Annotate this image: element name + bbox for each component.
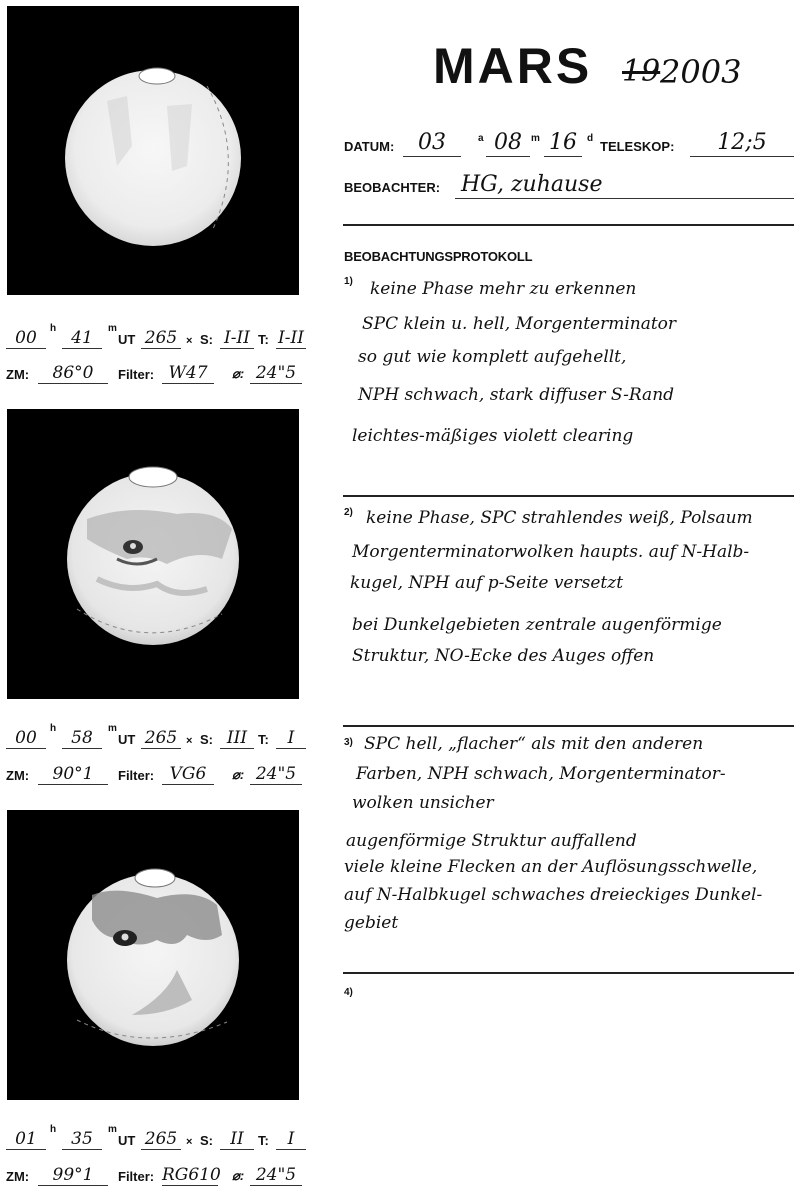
obs-1-magnification: 265 (141, 328, 181, 349)
entry-3-number: 3) (344, 737, 353, 748)
obs-2-diameter: 24"5 (250, 764, 302, 785)
seeing-label: S: (200, 1133, 213, 1148)
obs-2-params-line (4, 761, 304, 785)
times-label: × (186, 735, 193, 747)
obs-3-transparency: I (276, 1129, 306, 1150)
mars-drawing-2 (7, 409, 299, 699)
obs-2-hour: 00 (6, 728, 46, 749)
filter-label: Filter: (118, 367, 155, 382)
entry-2-line: Struktur, NO-Ecke des Auges offen (352, 646, 655, 666)
entry-2-line: bei Dunkelgebieten zentrale augenförmige (352, 615, 722, 635)
zm-label: ZM: (6, 367, 30, 382)
obs-1-zm: 86°0 (38, 363, 108, 384)
obs-1-minute: 41 (62, 328, 102, 349)
entry-3-line: SPC hell, „flacher“ als mit den anderen (364, 734, 704, 754)
date-year-value: 03 (403, 130, 461, 157)
obs-3-minute: 35 (62, 1129, 102, 1150)
obs-3-filter: RG610 (162, 1165, 221, 1185)
zm-label: ZM: (6, 1169, 30, 1184)
obs-1-filter: W47 (162, 363, 214, 384)
seeing-label: S: (200, 332, 213, 347)
diameter-label: ⌀: (232, 767, 245, 782)
entry-1-line: so gut wie komplett aufgehellt, (358, 347, 627, 367)
entry-2-number: 2) (344, 507, 353, 518)
transparency-label: T: (258, 332, 269, 347)
times-label: × (186, 1136, 193, 1148)
page-title: MARS (433, 38, 593, 94)
telescope-label: TELESKOP: (600, 139, 675, 154)
minute-label: m (108, 1124, 117, 1135)
date-year-unit: a (478, 133, 484, 144)
transparency-label: T: (258, 1133, 269, 1148)
obs-2-minute: 58 (62, 728, 102, 749)
minute-label: m (108, 323, 117, 334)
entry-3-line: Farben, NPH schwach, Morgenterminator- (356, 764, 726, 784)
ut-label: UT (118, 1133, 136, 1148)
entry-1-number: 1) (344, 276, 353, 287)
entry-1-line: leichtes-mäßiges violett clearing (352, 426, 634, 446)
hour-label: h (50, 1124, 57, 1135)
hour-label: h (50, 723, 57, 734)
date-day-value: 16 (544, 130, 582, 157)
divider (343, 725, 794, 727)
protocol-heading: BEOBACHTUNGSPROTOKOLL (344, 249, 533, 264)
obs-3-zm: 99°1 (38, 1165, 108, 1186)
entry-4-number: 4) (344, 987, 353, 998)
observer-value: HG, zuhause (455, 172, 794, 199)
entry-2-line: Morgenterminatorwolken haupts. auf N-Halb- (352, 542, 750, 562)
entry-3-line: wolken unsicher (352, 793, 494, 813)
seeing-label: S: (200, 732, 213, 747)
obs-1-transparency: I-II (276, 328, 306, 349)
zm-label: ZM: (6, 768, 30, 783)
entry-3-line: augenförmige Struktur auffallend (346, 831, 637, 851)
date-label: DATUM: (344, 139, 395, 154)
times-label: × (186, 335, 193, 347)
obs-1-hour: 00 (6, 328, 46, 349)
obs-1-diameter: 24"5 (250, 363, 302, 384)
obs-3-hour: 01 (6, 1129, 46, 1150)
obs-1-seeing: I-II (220, 328, 254, 349)
diameter-label: ⌀: (232, 1168, 245, 1183)
obs-3-magnification: 265 (141, 1129, 181, 1150)
ut-label: UT (118, 732, 136, 747)
filter-label: Filter: (118, 768, 155, 783)
entry-1-line: keine Phase mehr zu erkennen (370, 279, 637, 299)
diameter-label: ⌀: (232, 366, 245, 381)
telescope-value: 12;5 (690, 130, 794, 157)
entry-3-line: auf N-Halbkugel schwaches dreieckiges Dunkel- (344, 885, 763, 905)
mars-drawing-1 (7, 6, 299, 295)
year-struck: 19 (622, 54, 661, 89)
entry-1-line: SPC klein u. hell, Morgenterminator (362, 314, 677, 334)
obs-3-time-line (4, 1126, 304, 1150)
obs-1-params-line (4, 360, 304, 384)
obs-3-diameter: 24"5 (250, 1165, 302, 1186)
observer-label: BEOBACHTER: (344, 180, 441, 195)
obs-2-time-line (4, 725, 304, 749)
obs-2-seeing: III (220, 728, 254, 749)
date-month-unit: m (531, 133, 540, 144)
divider (343, 972, 794, 974)
obs-2-magnification: 265 (141, 728, 181, 749)
obs-3-params-line (4, 1162, 304, 1186)
entry-3-line: gebiet (344, 913, 399, 933)
entry-3-line: viele kleine Flecken an der Auflösungsschwelle, (344, 857, 758, 877)
date-month-value: 08 (486, 130, 530, 157)
transparency-label: T: (258, 732, 269, 747)
divider (343, 224, 794, 226)
minute-label: m (108, 723, 117, 734)
divider (343, 495, 794, 497)
ut-label: UT (118, 332, 136, 347)
entry-2-line: keine Phase, SPC strahlendes weiß, Polsaum (366, 508, 753, 528)
obs-3-seeing: II (220, 1129, 254, 1150)
year-value: 2003 (660, 53, 742, 91)
entry-1-line: NPH schwach, stark diffuser S-Rand (358, 385, 675, 405)
obs-2-filter: VG6 (162, 764, 214, 785)
hour-label: h (50, 323, 57, 334)
obs-2-transparency: I (276, 728, 306, 749)
obs-2-zm: 90°1 (38, 764, 108, 785)
filter-label: Filter: (118, 1169, 155, 1184)
date-day-unit: d (587, 133, 594, 144)
mars-drawing-3 (7, 810, 299, 1100)
entry-2-line: kugel, NPH auf p-Seite versetzt (350, 573, 624, 593)
obs-1-time-line (4, 325, 304, 349)
